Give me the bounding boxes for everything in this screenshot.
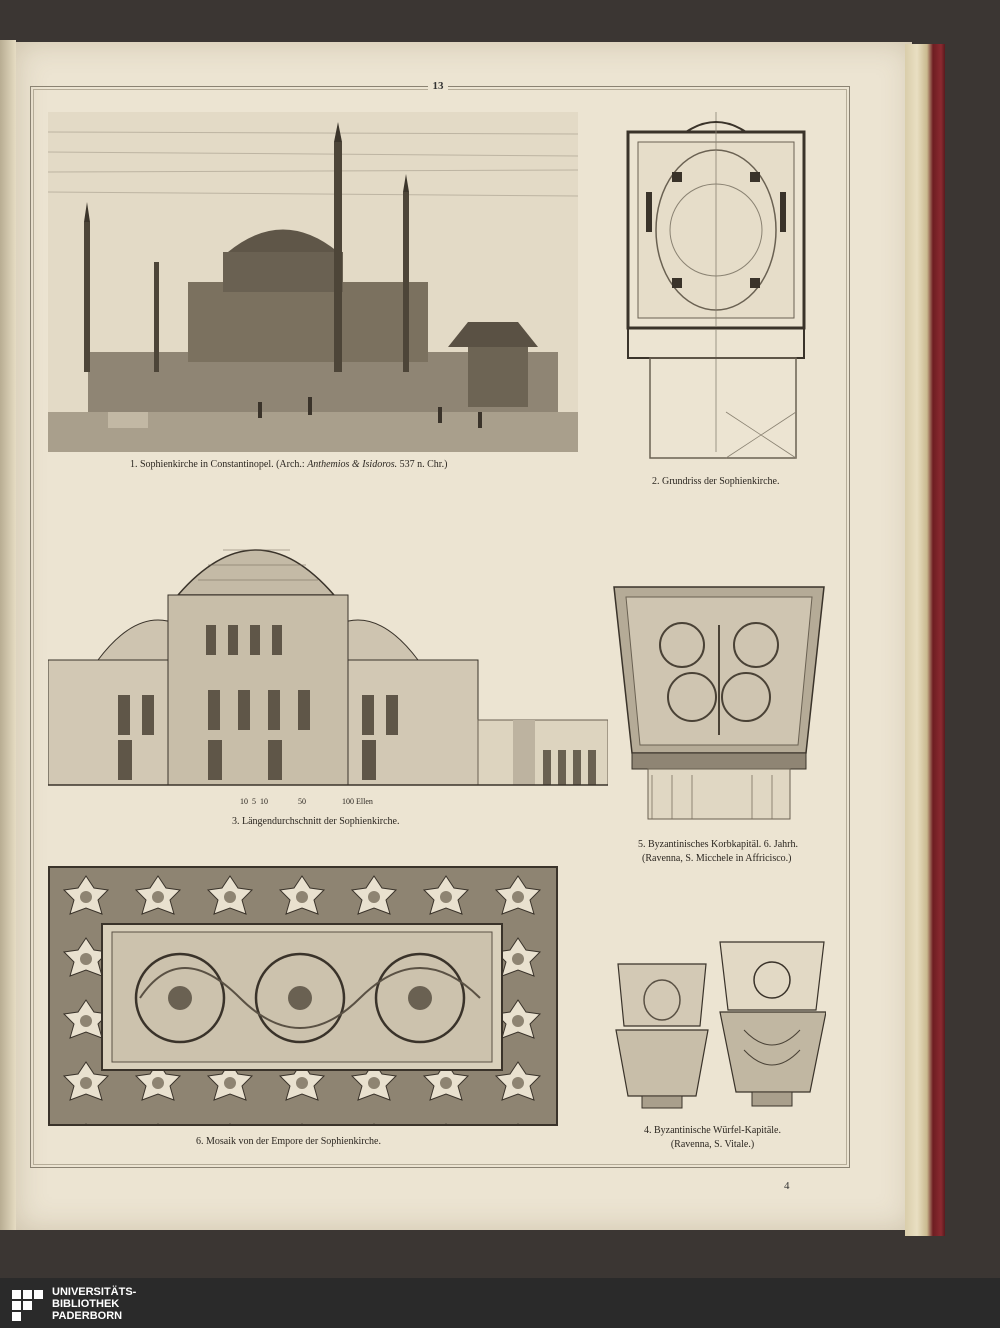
caption-line: 4. Byzantinische Würfel-Kapitäle. — [644, 1125, 781, 1136]
figure-4-cubic-capitals — [614, 940, 826, 1115]
scale-label: 10 — [260, 797, 268, 806]
caption-date: 537 n. Chr.) — [397, 459, 448, 470]
library-footer-bar — [0, 1278, 1000, 1328]
scale-label: 5 — [252, 797, 256, 806]
scale-label: 10 — [240, 797, 248, 806]
figure-5-basket-capital — [612, 585, 826, 835]
book-spine-edge — [905, 44, 945, 1236]
figure-3-caption: 3. Längendurchschnitt der Sophienkirche. — [232, 816, 400, 827]
caption-line: (Ravenna, S. Micchele in Affricisco.) — [642, 853, 792, 864]
page-number: 13 — [428, 80, 448, 92]
caption-line: (Ravenna, S. Vitale.) — [670, 1139, 755, 1150]
library-name-line: PADERBORN — [52, 1310, 123, 1322]
library-name-line: UNIVERSITÄTS- — [52, 1286, 137, 1298]
figure-3-section — [48, 520, 608, 790]
figure-5-caption — [638, 838, 798, 866]
library-name — [52, 1286, 136, 1322]
library-logo-icon — [10, 1288, 44, 1322]
caption-line: 5. Byzantinisches Korbkapitäl. 6. Jahrh. — [638, 839, 798, 850]
library-name-line: BIBLIOTHEK — [52, 1298, 120, 1310]
scale-label: 100 Ellen — [342, 797, 373, 806]
figure-6-mosaic — [48, 866, 558, 1126]
figure-2-caption: 2. Grundriss der Sophienkirche. — [652, 476, 780, 487]
figure-3-scale-bar — [240, 795, 373, 809]
left-page-edge — [0, 40, 16, 1230]
figure-4-caption — [644, 1124, 781, 1152]
footer-page-number: 4 — [784, 1180, 790, 1192]
figure-2-floor-plan — [626, 112, 822, 470]
figure-6-caption: 6. Mosaik von der Empore der Sophienkirche. — [196, 1136, 381, 1147]
figure-1-caption — [130, 458, 447, 472]
scale-label: 50 — [298, 797, 306, 806]
caption-architects: Anthemios & Isidoros. — [307, 459, 398, 470]
caption-text: 1. Sophienkirche in Constantinopel. (Arch.: — [130, 459, 308, 470]
figure-1-exterior-view — [48, 112, 578, 452]
